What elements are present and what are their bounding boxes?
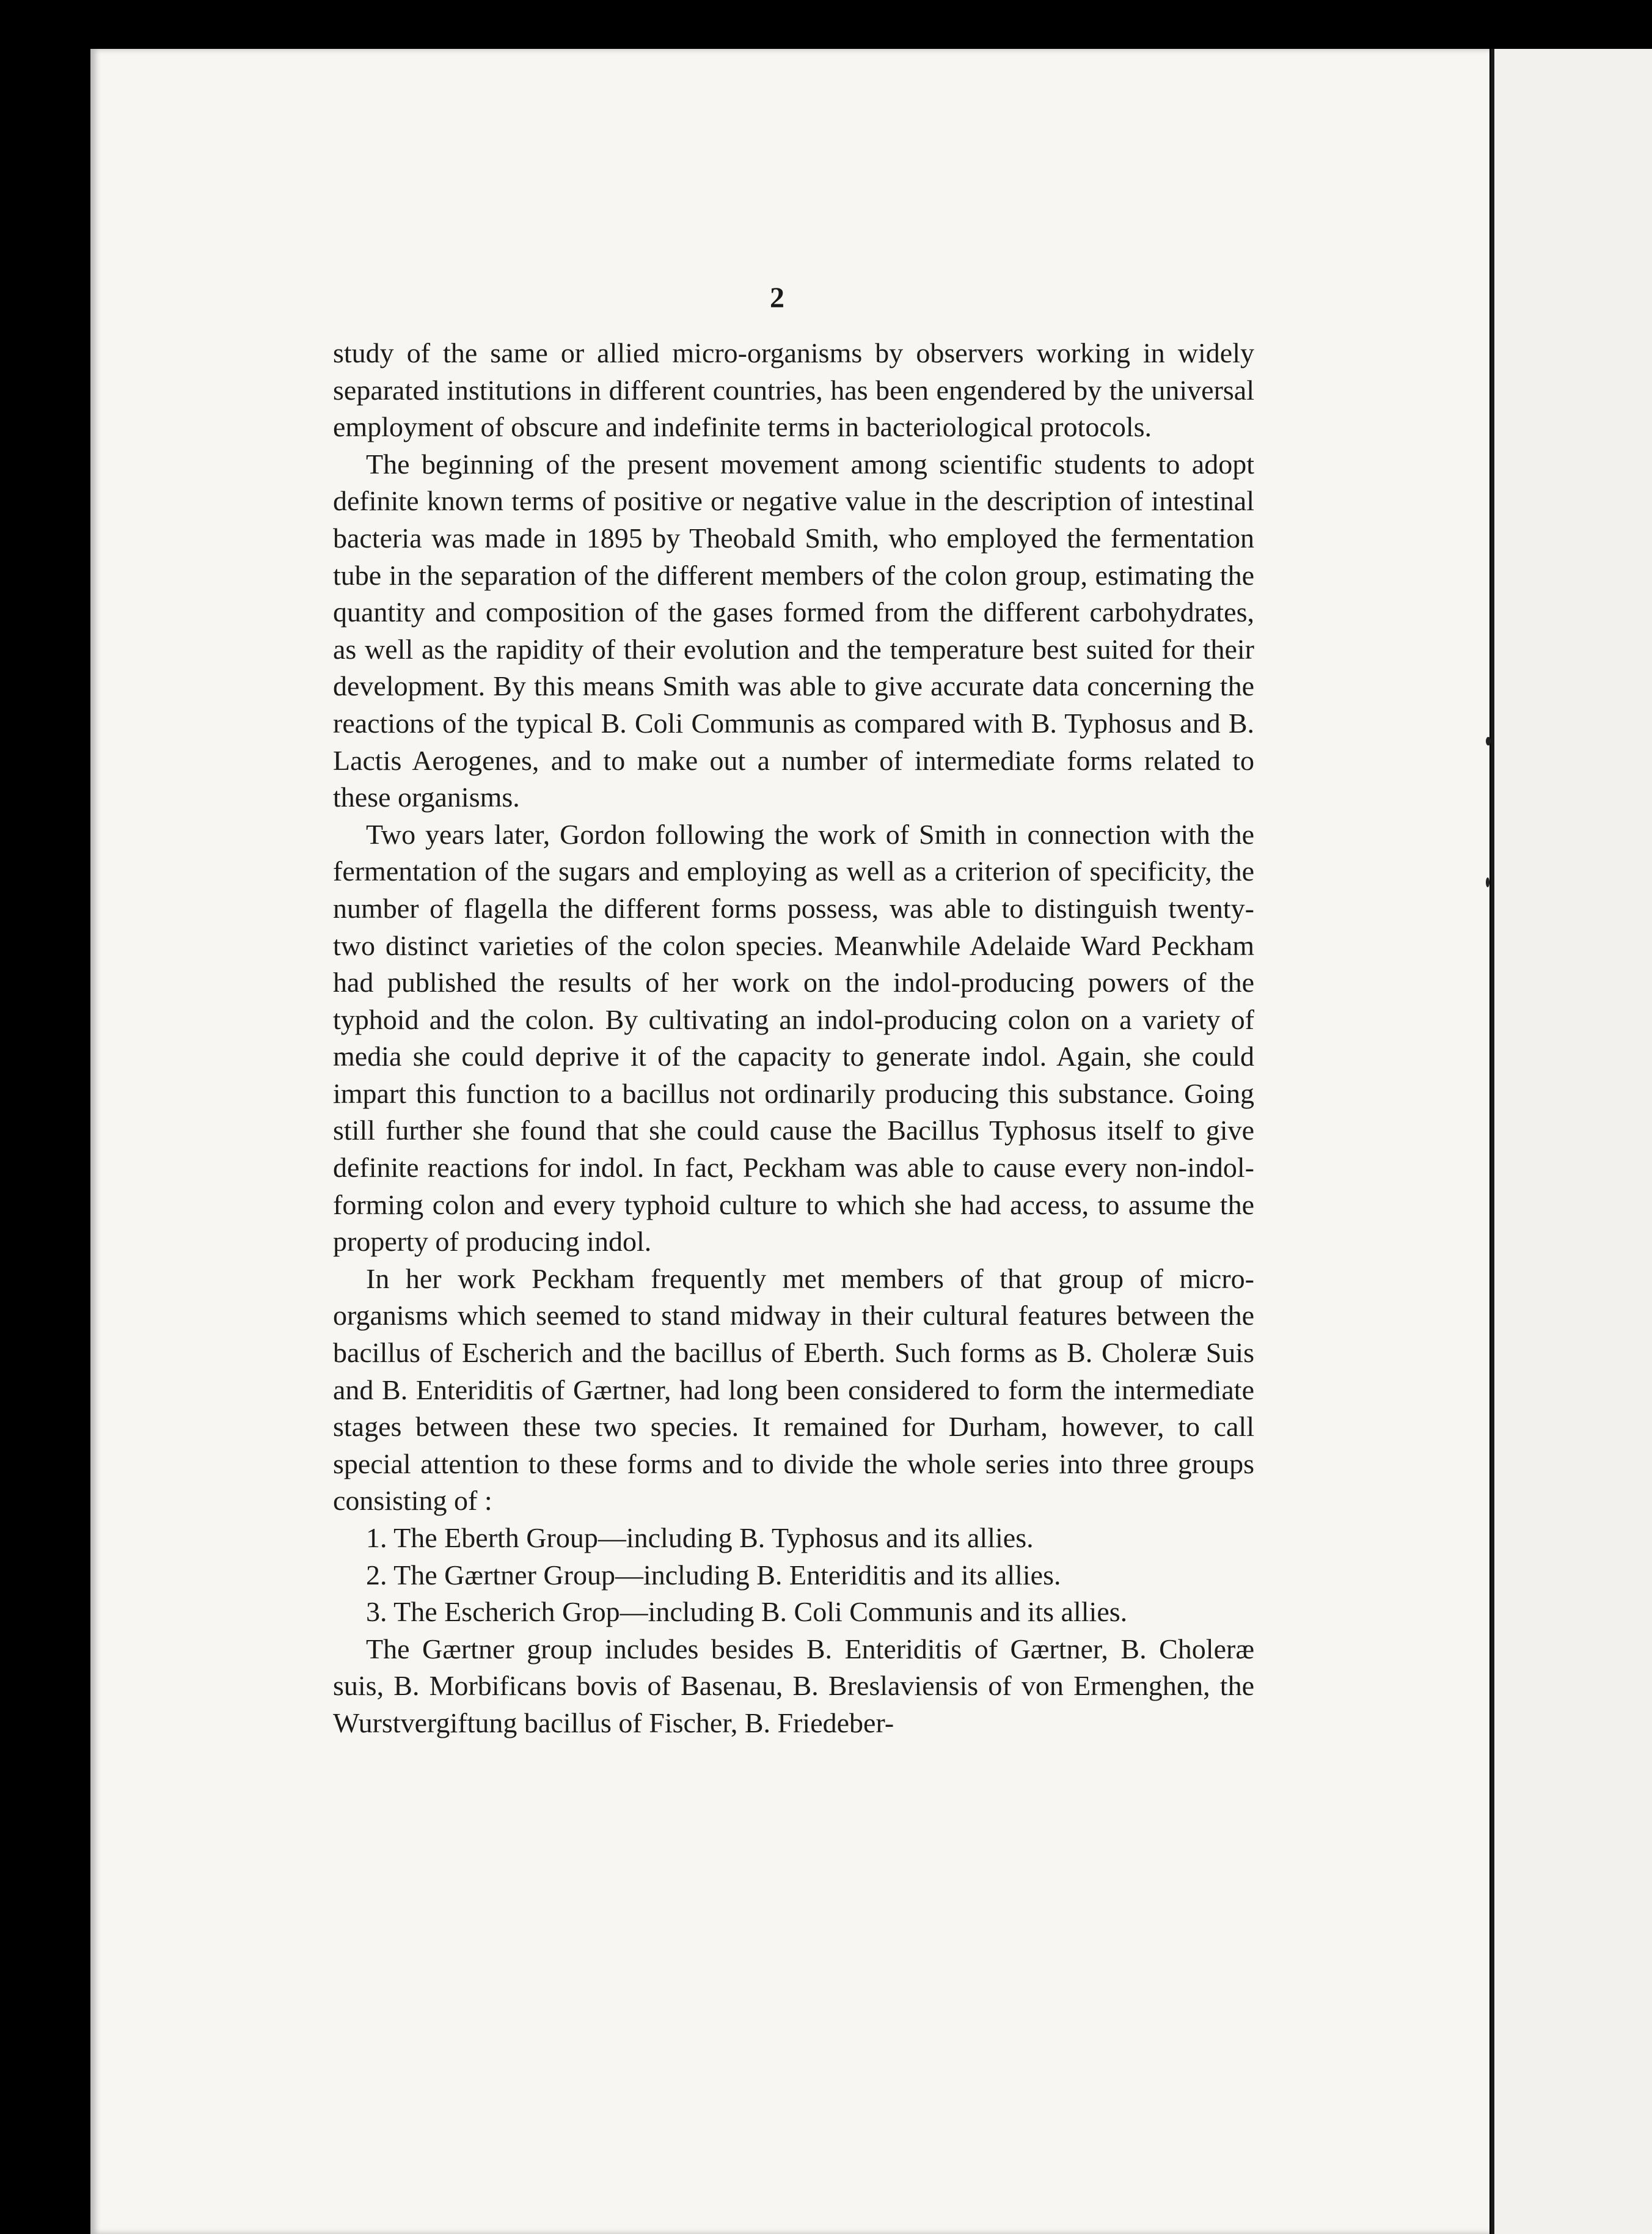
group-list-item: 3. The Escherich Grop—including B. Coli Communis and its allies. <box>366 1596 1128 1628</box>
group-list-item: 1. The Eberth Group—including B. Typhosus and its allies. <box>366 1522 1034 1553</box>
group-list <box>333 1520 1254 1631</box>
binding-mark <box>1486 877 1489 887</box>
paragraph: study of the same or allied micro-organisms by observers working in widely separated institutions in different countries, has been engendered by the universal employment of obscure and indefinite terms in bacteriological protocols. <box>333 337 1254 443</box>
page-number: 2 <box>770 282 784 314</box>
binding-mark <box>1486 737 1491 745</box>
paragraph: In her work Peckham frequently met members of that group of micro-organisms which seemed to stand midway in their cultural features between the bacillus of Escherich and the bacillus of Eberth. Such forms as B. Choleræ Suis and B. Enteriditis of Gærtner, had long been considered to form the intermediate stages between these two species. It remained for Durham, however, to call special attention to these forms and to divide the whole series into three groups consisting of : <box>333 1262 1254 1517</box>
group-list-item: 2. The Gærtner Group—including B. Enteriditis and its allies. <box>366 1559 1061 1591</box>
paragraph: The Gærtner group includes besides B. Enteriditis of Gærtner, B. Choleræ suis, B. Morbificans bovis of Basenau, B. Breslaviensis of von Ermenghen, the Wurstvergiftung bacillus of Fischer, B. Friedeber- <box>333 1633 1254 1738</box>
adjacent-page-edge <box>1491 49 1652 2234</box>
paragraph: The beginning of the present movement among scientific students to adopt definite known terms of positive or negative value in the description of intestinal bacteria was made in 1895 by Theobald Smith, who employed the fermentation tube in the separation of the different members of the colon group, estimating the quantity and composition of the gases formed from the different carbohydrates, as well as the rapidity of their evolution and the temperature best suited for their development. By this means Smith was able to give accurate data concerning the reactions of the typical B. Coli Communis as compared with B. Typhosus and B. Lactis Aerogenes, and to make out a number of intermediate forms related to these organisms. <box>333 448 1254 813</box>
paragraph: Two years later, Gordon following the work of Smith in connection with the fermentation of the sugars and employing as well as a criterion of specificity, the number of flagella the different forms possess, was able to distinguish twenty-two distinct varieties of the colon species. Meanwhile Adelaide Ward Peckham had published the results of her work on the indol-producing powers of the typhoid and the colon. By cultivating an indol-producing colon on a variety of media she could deprive it of the capacity to generate indol. Again, she could impart this function to a bacillus not ordinarily producing this substance. Going still further she found that she could cause the Bacillus Typhosus itself to give definite reactions for indol. In fact, Peckham was able to cause every non-indol-forming colon and every typhoid culture to which she had access, to assume the property of producing indol. <box>333 818 1254 1258</box>
page-body-text <box>333 335 1254 1742</box>
